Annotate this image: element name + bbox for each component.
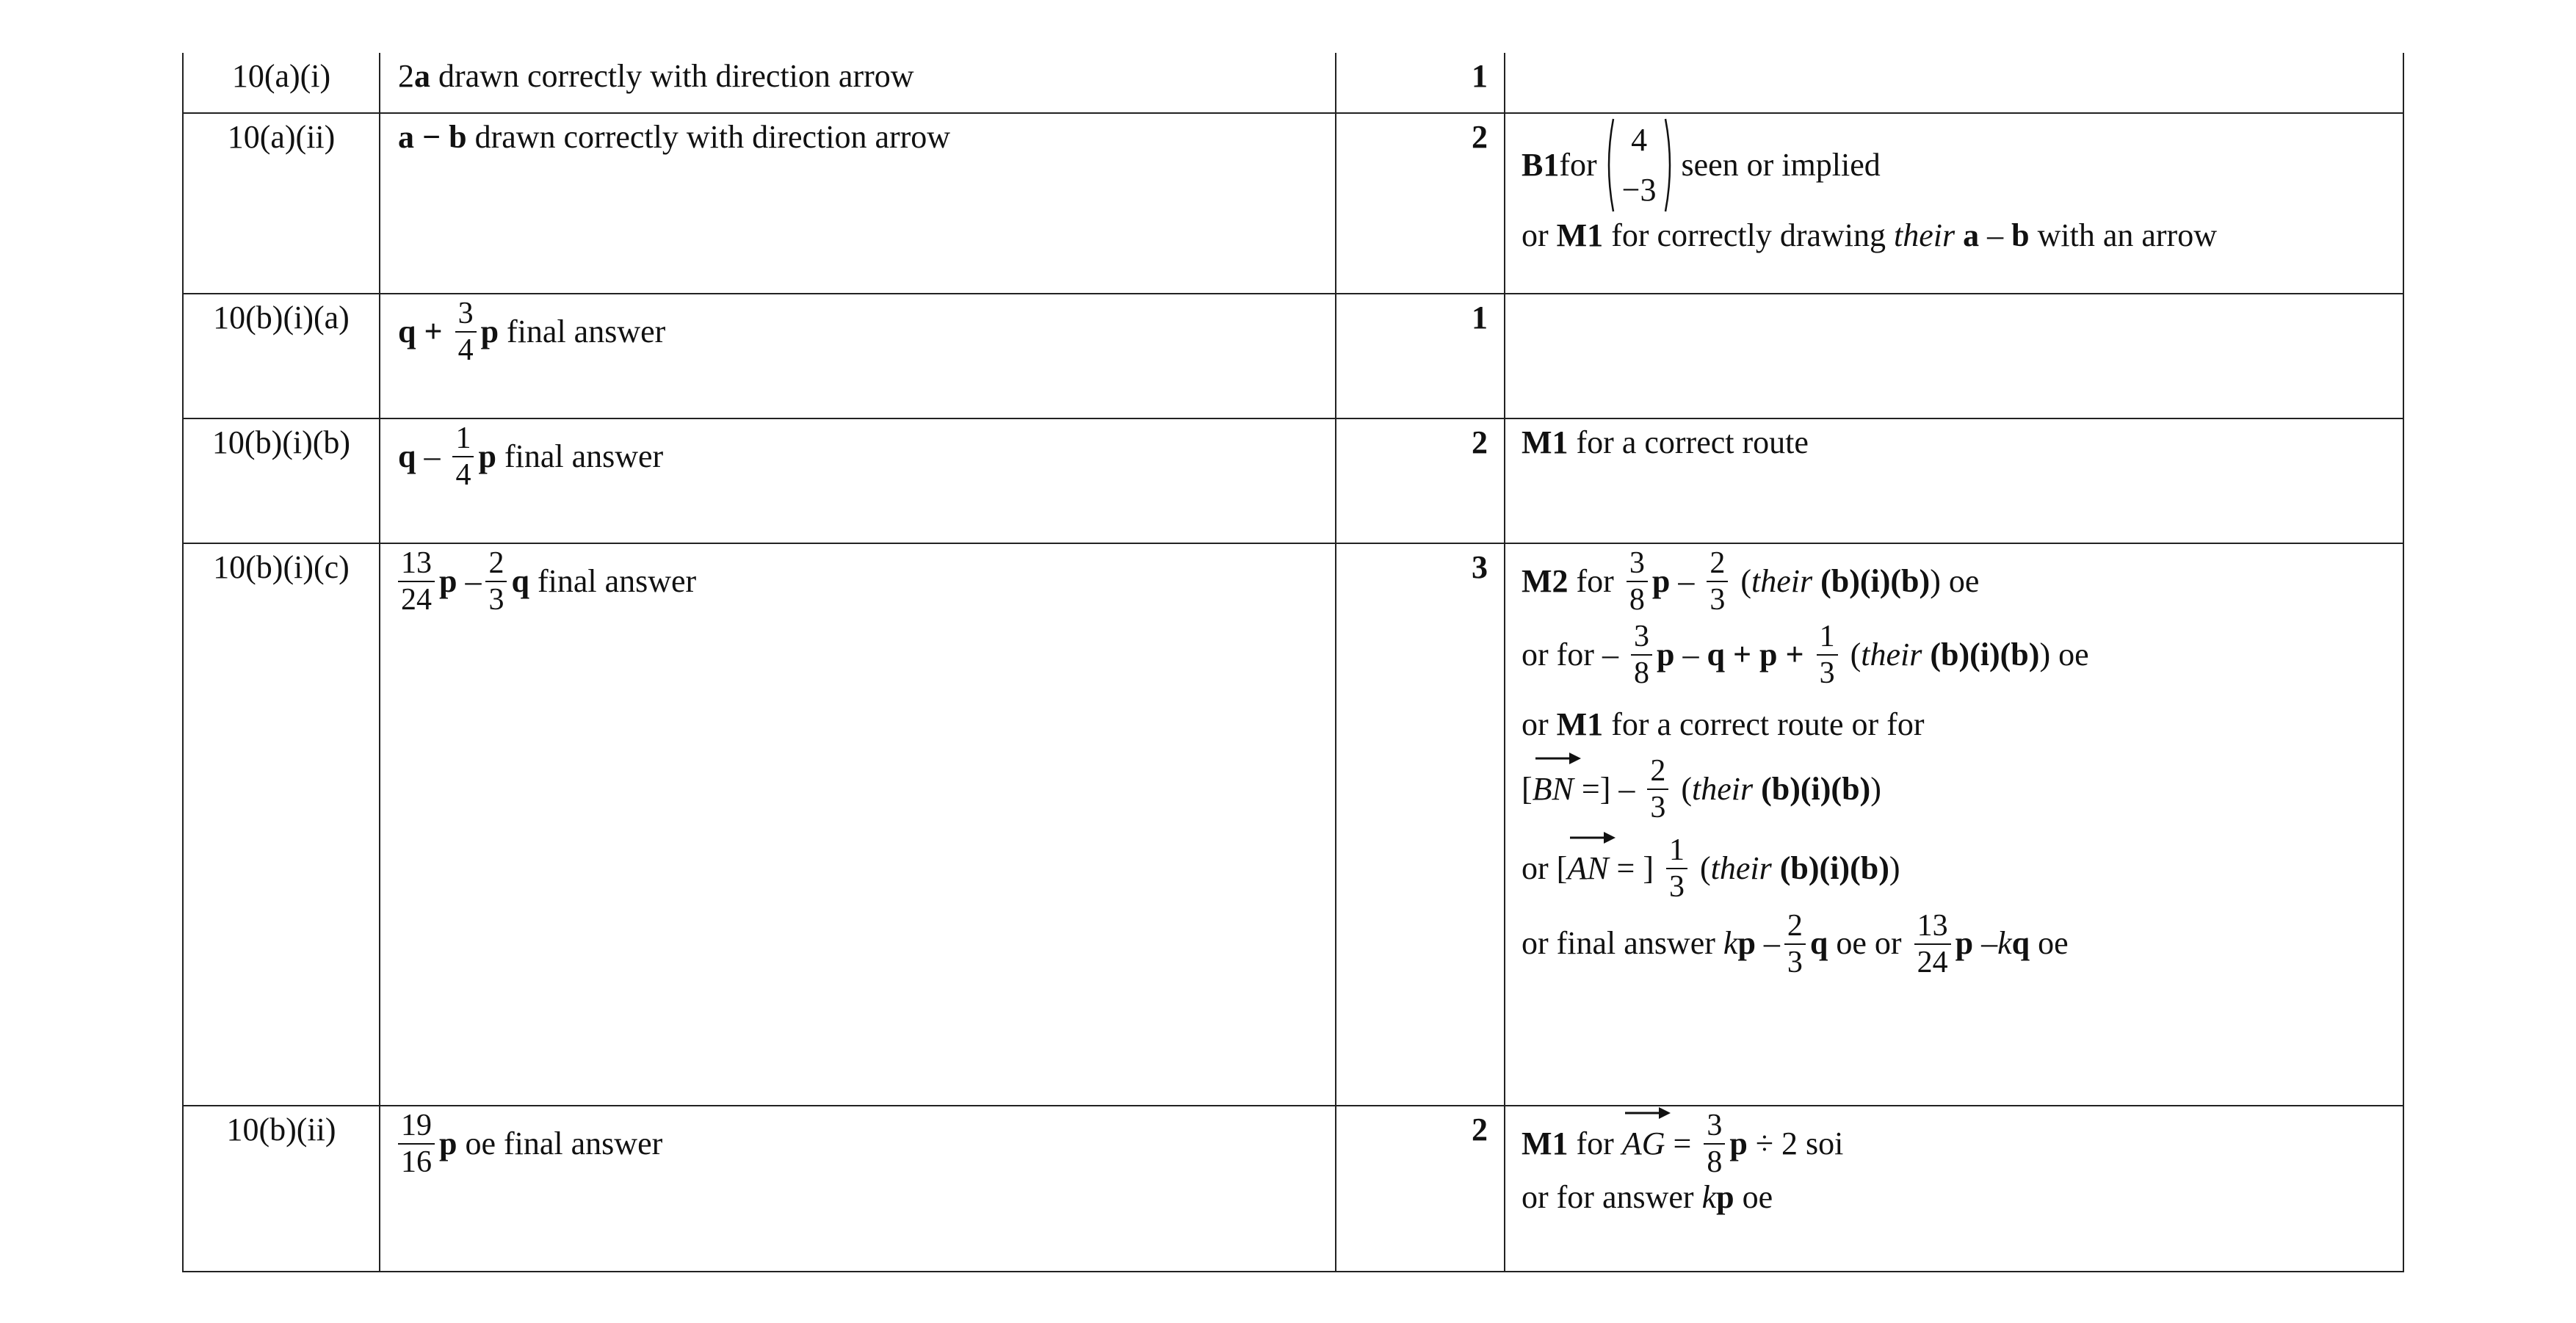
vector-p: p: [1651, 562, 1671, 599]
numerator: 13: [1914, 910, 1951, 945]
part-reference: (b)(i)(b): [1812, 562, 1931, 599]
vector-arrow-icon: [1625, 1106, 1671, 1120]
answer-cell: [380, 113, 1336, 294]
numerator: 2: [485, 547, 507, 582]
denominator: 3: [1787, 945, 1803, 979]
numerator: 1: [1817, 620, 1838, 656]
fraction: [398, 1109, 435, 1178]
numerator: 3: [1627, 547, 1648, 582]
fraction: [1817, 620, 1838, 689]
denominator: 8: [1707, 1145, 1723, 1180]
guidance-text: for a correct route or for: [1603, 706, 1925, 743]
numerator: 19: [398, 1109, 435, 1145]
guidance-text: –: [1755, 925, 1780, 962]
vector-bottom: −3: [1621, 172, 1657, 209]
vector-q: q: [2011, 925, 2030, 962]
fraction: [1707, 547, 1728, 616]
table-row: [183, 113, 2403, 294]
numerator: 1: [452, 422, 474, 457]
minus-sign: –: [416, 438, 449, 474]
guidance-line: [1522, 620, 2403, 689]
marks-cell: 2: [1336, 418, 1505, 543]
guidance-text: or [: [1522, 850, 1568, 887]
guidance-text: –: [1979, 217, 2012, 254]
denominator: 3: [1710, 583, 1726, 617]
vector-q: q: [1707, 636, 1725, 673]
denominator: 3: [1819, 656, 1835, 691]
guidance-text: =] –: [1573, 770, 1643, 807]
vector-p: p: [478, 438, 496, 474]
guidance-cell: [1505, 418, 2403, 543]
table-row: [183, 53, 2403, 113]
guidance-text: ) oe: [1930, 562, 1980, 599]
vector-q: q: [511, 562, 529, 599]
guidance-text: or for –: [1522, 636, 1627, 673]
guidance-text: (: [1842, 636, 1862, 673]
guidance-line: [1522, 115, 2403, 215]
answer-cell: [380, 294, 1336, 418]
guidance-text: –: [1670, 562, 1703, 599]
vector-q: q: [398, 313, 416, 349]
markscheme-table: [182, 53, 2404, 1272]
part-reference: (b)(i)(b): [1922, 636, 2040, 673]
plus-sign: +: [416, 313, 451, 349]
guidance-line: [1522, 910, 2403, 979]
guidance-text: –: [1674, 636, 1707, 673]
mark-code: M1: [1556, 706, 1604, 743]
question-number: 10(b)(ii): [183, 1106, 380, 1272]
denominator: 4: [457, 333, 474, 368]
denominator: 16: [401, 1145, 432, 1180]
answer-text: 2: [398, 58, 414, 94]
vector-a: a: [414, 58, 430, 94]
fraction: [1631, 620, 1652, 689]
fraction: [485, 547, 507, 616]
vector-q: q: [1809, 925, 1828, 962]
answer-text: drawn correctly with direction arrow: [466, 119, 951, 155]
guidance-text: (: [1692, 850, 1711, 887]
constant-k: k: [1997, 925, 2012, 962]
question-number: 10(a)(i): [183, 53, 380, 113]
denominator: 8: [1633, 656, 1649, 691]
table-row: [183, 543, 2403, 1106]
vector-p: p: [1759, 636, 1778, 673]
mark-code: M1: [1522, 1125, 1569, 1161]
column-vector: [1604, 115, 1674, 215]
fraction: [1704, 1109, 1725, 1178]
numerator: 13: [398, 547, 435, 582]
their-text: their: [1861, 636, 1922, 673]
fraction: [455, 297, 477, 366]
vector-arrow-icon: [1535, 751, 1581, 766]
fraction: [1627, 547, 1648, 616]
answer-text: drawn correctly with direction arrow: [430, 58, 914, 94]
guidance-cell: [1505, 543, 2403, 1106]
fraction: [398, 547, 435, 616]
vector-p: p: [1955, 925, 1974, 962]
guidance-text: = ]: [1608, 850, 1663, 887]
denominator: 8: [1629, 583, 1645, 617]
numerator: 3: [1704, 1109, 1725, 1145]
guidance-line: [1522, 217, 2403, 255]
answer-text: oe final answer: [457, 1125, 663, 1161]
vector-arrow-icon: [1570, 830, 1616, 845]
guidance-text: seen or implied: [1681, 146, 1881, 183]
vector-p: p: [439, 562, 457, 599]
fraction: [1647, 755, 1668, 824]
denominator: 3: [1650, 791, 1666, 825]
marks-cell: 1: [1336, 294, 1505, 418]
guidance-line: [1522, 834, 2403, 903]
vector-p: p: [439, 1125, 457, 1161]
guidance-line: [1522, 1109, 2403, 1178]
question-number: 10(b)(i)(c): [183, 543, 380, 1106]
numerator: 3: [455, 297, 477, 333]
their-text: their: [1692, 770, 1754, 807]
mark-code: M1: [1522, 424, 1569, 460]
vector-ag: [1622, 1125, 1665, 1164]
part-reference: (b)(i)(b): [1753, 770, 1871, 807]
denominator: 3: [488, 583, 504, 617]
vector-label: BN: [1532, 770, 1574, 807]
their-text: their: [1751, 562, 1813, 599]
answer-cell: [380, 53, 1336, 113]
guidance-line: [1522, 1178, 2403, 1217]
mark-code: M2: [1522, 562, 1569, 599]
guidance-text: (: [1732, 562, 1751, 599]
answer-text: final answer: [499, 313, 666, 349]
guidance-text: or: [1522, 706, 1557, 743]
guidance-cell: [1505, 113, 2403, 294]
guidance-text: with an arrow: [2029, 217, 2217, 254]
fraction: [452, 422, 474, 491]
their-text: their: [1710, 850, 1772, 887]
fraction: [1666, 834, 1687, 903]
answer-line: [398, 422, 1335, 491]
guidance-text: ÷ 2 soi: [1747, 1125, 1844, 1161]
fraction: [1784, 910, 1806, 979]
guidance-text: for a correct route: [1568, 424, 1809, 460]
guidance-text: –: [1973, 925, 1998, 962]
denominator: 4: [455, 458, 471, 493]
numerator: 1: [1666, 834, 1687, 869]
guidance-line: [1522, 547, 2403, 616]
guidance-text: oe: [1734, 1179, 1773, 1216]
answer-line: [398, 547, 1335, 616]
vector-p: p: [1737, 925, 1756, 962]
vector-b: b: [2011, 217, 2030, 254]
vector-p: p: [480, 313, 499, 349]
guidance-line: [1522, 755, 2403, 824]
vector-p: p: [1729, 1125, 1748, 1161]
fraction: [1914, 910, 1951, 979]
vector-p: p: [1716, 1179, 1734, 1216]
guidance-text: [: [1522, 770, 1533, 807]
vector-p: p: [1656, 636, 1675, 673]
guidance-text: ) oe: [2039, 636, 2089, 673]
answer-text: final answer: [529, 562, 697, 599]
guidance-line: [1522, 706, 2403, 744]
vector-a: a: [398, 119, 414, 155]
numerator: 2: [1707, 547, 1728, 582]
plus-sign: +: [1724, 636, 1760, 673]
guidance-text: oe: [2030, 925, 2069, 962]
vector-q: q: [398, 438, 416, 474]
guidance-text: for correctly drawing: [1603, 217, 1895, 254]
numerator: 2: [1784, 910, 1806, 945]
numerator: 3: [1631, 620, 1652, 656]
denominator: 3: [1669, 870, 1685, 905]
question-number: 10(a)(ii): [183, 113, 380, 294]
plus-sign: +: [1777, 636, 1812, 673]
vector-top: 4: [1631, 122, 1648, 158]
minus-sign: −: [422, 119, 441, 155]
numerator: 2: [1647, 755, 1668, 790]
answer-cell: [380, 543, 1336, 1106]
guidance-cell: [1505, 1106, 2403, 1272]
vector-a: a: [1963, 217, 1980, 254]
marks-cell: 1: [1336, 53, 1505, 113]
mark-code: M1: [1556, 217, 1604, 254]
marks-cell: 2: [1336, 1106, 1505, 1272]
guidance-text: for: [1568, 562, 1622, 599]
vector-bn: [1533, 770, 1574, 809]
question-number: 10(b)(i)(a): [183, 294, 380, 418]
answer-cell: [380, 1106, 1336, 1272]
constant-k: k: [1723, 925, 1738, 962]
guidance-text: ): [1870, 770, 1881, 807]
table-row: [183, 418, 2403, 543]
right-paren-icon: [1664, 117, 1674, 213]
guidance-text: for: [1568, 1125, 1622, 1161]
constant-k: k: [1701, 1179, 1717, 1216]
guidance-cell: [1505, 294, 2403, 418]
guidance-text: ): [1889, 850, 1900, 887]
mark-code: B1: [1522, 146, 1560, 183]
vector-label: AN: [1567, 850, 1609, 887]
denominator: 24: [401, 583, 432, 617]
table-row: [183, 294, 2403, 418]
guidance-text: or final answer: [1522, 925, 1723, 962]
marks-cell: 2: [1336, 113, 1505, 294]
vector-label: AG: [1621, 1125, 1665, 1161]
guidance-text: or: [1522, 217, 1549, 254]
their-text: their: [1894, 217, 1955, 254]
guidance-text: (: [1673, 770, 1693, 807]
minus-sign: –: [457, 562, 482, 599]
table-row: [183, 1106, 2403, 1272]
answer-text: final answer: [496, 438, 664, 474]
vector-an: [1567, 849, 1608, 888]
answer-line: [398, 1109, 1335, 1178]
guidance-text: or for answer: [1522, 1179, 1702, 1216]
denominator: 24: [1917, 945, 1948, 979]
guidance-text: for: [1559, 146, 1597, 183]
answer-cell: [380, 418, 1336, 543]
guidance-cell: [1505, 53, 2403, 113]
guidance-text: =: [1665, 1125, 1700, 1161]
left-paren-icon: [1604, 117, 1615, 213]
guidance-text: oe or: [1828, 925, 1910, 962]
vector-b: b: [449, 119, 467, 155]
question-number: 10(b)(i)(b): [183, 418, 380, 543]
marks-cell: 3: [1336, 543, 1505, 1106]
part-reference: (b)(i)(b): [1771, 850, 1889, 887]
answer-line: [398, 297, 1335, 366]
